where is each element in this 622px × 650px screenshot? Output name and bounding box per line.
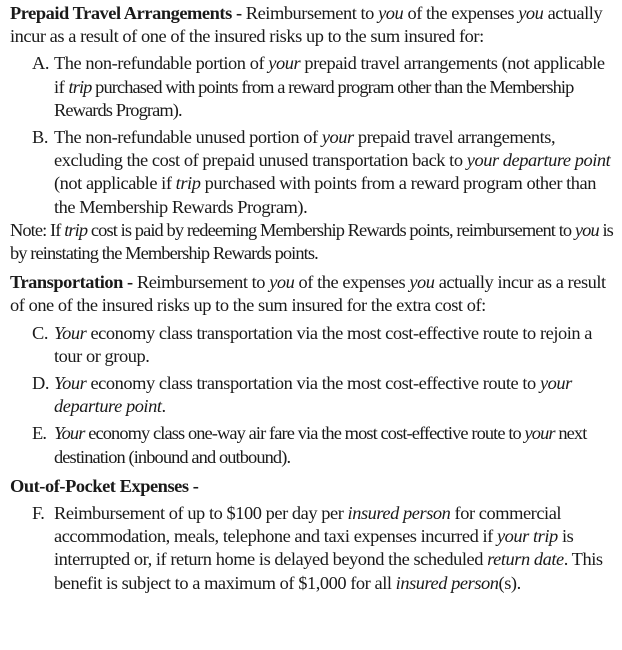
item-text: prepaid travel arrangements, excluding the cost of prepaid unused transportation back to [54, 127, 556, 171]
item-text: economy class transportation via the most cost-effective route to [86, 373, 540, 394]
item-text: for commercial accommodation, meals, telephone and taxi expenses incurred if [54, 503, 562, 547]
item-italic: your departure point [466, 150, 611, 171]
item-text: economy class transportation via the most cost-effective route to rejoin a tour or group. [54, 322, 593, 366]
note-italic: trip [64, 219, 88, 240]
prepaid-intro-text: of the expenses [403, 3, 519, 23]
list-letter: C. [32, 322, 48, 343]
item-text: purchased with points from a reward program other than the Membership Rewards Program). [54, 173, 597, 217]
item-italic: your trip [496, 526, 558, 547]
item-text: (s). [498, 572, 521, 593]
note-text: is by reinstating the Membership Rewards points. [10, 219, 613, 264]
oop-heading: Out-of-Pocket Expenses - [10, 475, 199, 496]
prepaid-heading: Prepaid Travel Arrangements - [10, 3, 242, 23]
transportation-intro [10, 271, 616, 317]
list-item-d [10, 372, 616, 418]
note-text: cost is paid by redeeming Membership Rewards points, reimbursement to [87, 219, 575, 240]
list-letter: E. [32, 423, 47, 444]
item-italic: Your [54, 322, 87, 343]
transportation-intro-text: actually incur as a result of one of the insured risks up to the sum insured for the extra cost of: [10, 272, 606, 316]
item-italic: return date [487, 549, 564, 570]
prepaid-intro-text: Reimbursement to [241, 3, 379, 23]
item-italic: your [268, 53, 301, 74]
item-italic: your [524, 423, 555, 444]
transportation-intro-text: Reimbursement to [132, 272, 270, 293]
item-text: Reimbursement of up to $100 per day per [54, 503, 348, 524]
item-text: is interrupted or, if return home is delayed beyond the scheduled [54, 526, 574, 570]
prepaid-intro-text: actually incur as a result of one of the insured risks up to the sum insured for: [10, 3, 603, 47]
item-italic: Your [54, 373, 87, 394]
transportation-heading: Transportation - [10, 272, 133, 293]
oop-section [10, 475, 616, 498]
transportation-intro-you: you [409, 272, 435, 293]
prepaid-note [10, 219, 616, 265]
item-italic: insured person [347, 503, 451, 524]
item-italic: insured person [395, 572, 499, 593]
transportation-intro-text: of the expenses [294, 272, 410, 293]
item-italic: trip [68, 76, 92, 97]
note-italic: you [574, 219, 599, 240]
list-item-c [10, 322, 616, 368]
transportation-intro-you: you [269, 272, 295, 293]
list-item-a [10, 52, 616, 122]
item-text: economy class one-way air fare via the most cost-effective route to [84, 423, 525, 444]
item-text: . This benefit is subject to a maximum of $1,000 for all [54, 549, 603, 593]
item-italic: your departure point [54, 373, 572, 417]
note-text: Note: If [10, 219, 65, 240]
item-text: next destination (inbound and outbound). [54, 423, 587, 467]
item-text: purchased with points from a reward program other than the Membership Rewards Program). [54, 76, 574, 120]
list-letter: F. [32, 503, 45, 524]
item-text: (not applicable if [54, 173, 176, 194]
prepaid-intro [10, 2, 616, 48]
item-italic: your [321, 127, 354, 148]
item-italic: trip [175, 173, 201, 194]
prepaid-intro-you: you [518, 3, 544, 23]
item-text: . [161, 396, 166, 417]
prepaid-intro-you: you [378, 3, 404, 23]
item-text: The non-refundable unused portion of [54, 127, 322, 148]
list-letter: D. [32, 373, 49, 394]
item-text: prepaid travel arrangements (not applicable if [54, 53, 605, 97]
list-item-b [10, 126, 616, 219]
list-item-e [10, 422, 616, 468]
list-item-f [10, 502, 616, 595]
list-letter: A. [32, 53, 49, 74]
list-letter: B. [32, 127, 48, 148]
item-text: The non-refundable portion of [54, 53, 269, 74]
item-italic: Your [54, 423, 85, 444]
